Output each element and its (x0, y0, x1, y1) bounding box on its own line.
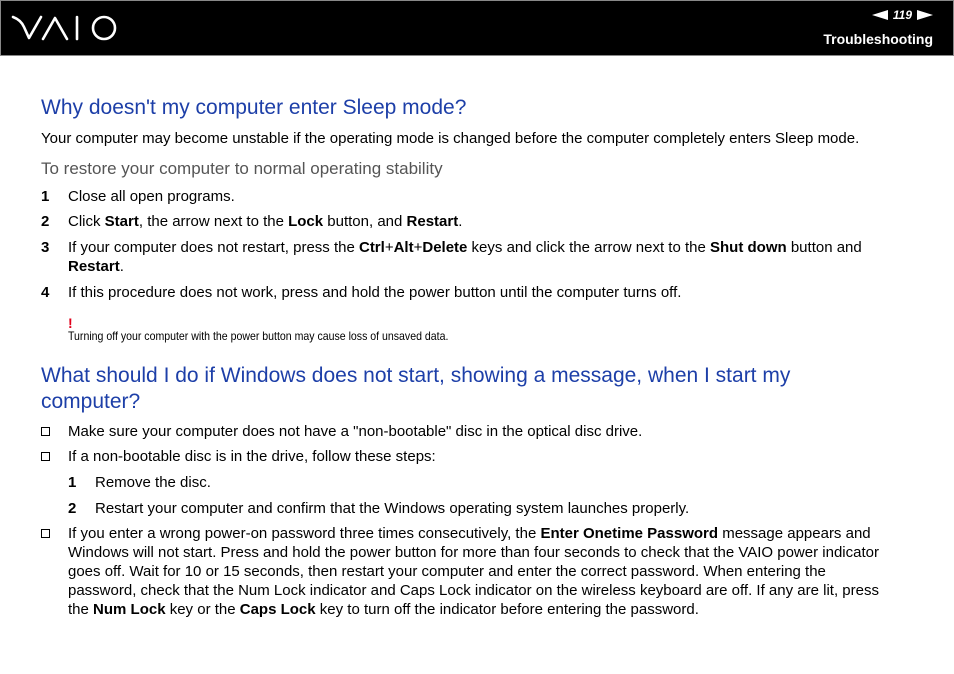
previous-page-arrow-icon[interactable] (872, 10, 888, 20)
page-header (0, 0, 954, 56)
step-text: If your computer does not restart, press the Ctrl+Alt+Delete keys and click the arrow next to the Shut down button and Restart. (68, 239, 862, 275)
substep-number: 2 (68, 500, 77, 517)
next-page-arrow-icon[interactable] (917, 10, 933, 20)
section-title: Troubleshooting (823, 31, 933, 47)
step-number: 1 (41, 188, 50, 205)
restore-subheading: To restore your computer to normal operating stability (41, 159, 443, 178)
page-navigation (872, 8, 933, 22)
step-number: 2 (41, 213, 50, 230)
bullet-text: If you enter a wrong power-on password three times consecutively, the Enter Onetime Password message appears and Windows will not start. Press and hold the power button for more than four seconds to check that the VAIO power indicator goes off. Wait for 10 or 15 seconds, then restart your computer and enter the correct password. When entering the password, check that the Num Lock indicator and Caps Lock indicator on the wireless keyboard are off. If any are lit, press the Num Lock key or the Caps Lock key to turn off the indicator before entering the password. (68, 525, 879, 618)
vaio-logo (11, 14, 123, 42)
checkbox-bullet-icon (41, 427, 50, 436)
sleep-mode-heading: Why doesn't my computer enter Sleep mode? (41, 96, 467, 119)
windows-start-heading: What should I do if Windows does not start, showing a message, when I start my computer? (41, 364, 791, 413)
substep-text: Restart your computer and confirm that the Windows operating system launches properly. (95, 500, 690, 517)
step-text: If this procedure does not work, press and hold the power button until the computer turns off. (68, 284, 682, 301)
warning-note: Turning off your computer with the power button may cause loss of unsaved data. (68, 329, 449, 343)
step-text: Close all open programs. (68, 188, 235, 205)
step-number: 3 (41, 239, 50, 256)
checkbox-bullet-icon (41, 529, 50, 538)
substep-text: Remove the disc. (95, 474, 211, 491)
step-number: 4 (41, 284, 50, 301)
substep-number: 1 (68, 474, 77, 491)
sleep-intro: Your computer may become unstable if the operating mode is changed before the computer completely enters Sleep mode. (41, 130, 860, 147)
bullet-text: If a non-bootable disc is in the drive, follow these steps: (68, 448, 436, 465)
checkbox-bullet-icon (41, 452, 50, 461)
step-text: Click Start, the arrow next to the Lock button, and Restart. (68, 213, 463, 230)
warning-icon: ! (68, 315, 73, 331)
page-number: 119 (892, 8, 912, 22)
bullet-text: Make sure your computer does not have a "non-bootable" disc in the optical disc drive. (68, 423, 643, 440)
